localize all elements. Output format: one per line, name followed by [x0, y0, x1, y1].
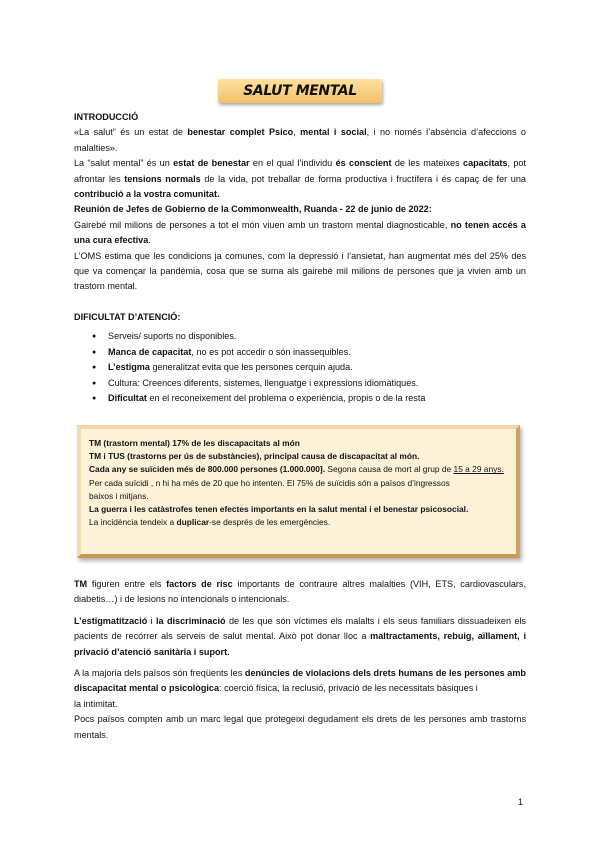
- difficulty-list: [74, 329, 526, 406]
- intro-section: [74, 110, 526, 406]
- list-item: ● Cultura: Creences diferents, sistemes, llenguatge i expressions idiomàtiques.: [94, 376, 526, 391]
- intro-paragraph-5: L’OMS estima que les condicions ja comunes, com la depressió i l’ansietat, han augmentat més del 25% des que va començar la pandèmia, cosa que se suma als gairebé mil milions de persones que ja vivien amb un trastorn mental.: [74, 250, 526, 292]
- list-item: ● Dificultat en el reconeixement del problema o experiència, propis o de la resta: [94, 391, 526, 406]
- legal-paragraph: Pocs països compten amb un marc legal que protegeixi degudament els drets de les persones amb trastorns mentals.: [74, 714, 526, 740]
- stigma-paragraph: L’estigmatització i la discriminació de les que són víctimes els malalts i els seus familiars dissuadeixen els pacients de recórrer als serveis de salut mental. Això pot donar lloc a maltractaments, rebuig, aïllament, i privació d’atenció sanitària i suport.: [74, 615, 526, 657]
- intro-heading: INTRODUCCIÓ: [74, 112, 139, 122]
- title-banner: [218, 79, 382, 103]
- page-number: 1: [518, 797, 524, 807]
- fact-line: baixos i mitjans.: [89, 490, 149, 501]
- fact-line: La incidència tendeix a duplicar-se després de les emergències.: [89, 517, 331, 528]
- intro-paragraph-4: Gairebé mil milions de persones a tot el món viuen amb un trastorn mental diagnosticable, no tenen accés a una cura efectiva.: [74, 219, 526, 246]
- rights-paragraph-end: la intimitat.: [74, 698, 118, 709]
- list-item: ● L’estigma generalitzat evita que les persones cerquin ajuda.: [94, 360, 526, 375]
- risk-paragraph: TM figuren entre els factors de risc importants de contraure altres malalties (VIH, ETS, cardiovasculars, diabetis…) i de lesions no intencionals o intencionals.: [74, 579, 526, 605]
- fact-line: TM i TUS (trastorns per ús de substàncies), principal causa de discapacitat al món.: [89, 451, 420, 462]
- meeting-line: Reunión de Jefes de Gobierno de la Commonwealth, Ruanda - 22 de junio de 2022:: [74, 204, 432, 215]
- facts-box: [77, 425, 520, 558]
- list-item: ● Serveis/ suports no disponibles.: [94, 329, 526, 344]
- body-section: [74, 577, 526, 743]
- page-title: SALUT MENTAL: [243, 83, 357, 99]
- facts-box-content: [89, 437, 514, 529]
- fact-line: La guerra i les catàstrofes tenen efectes importants en la salut mental i el benestar psicosocial.: [89, 504, 469, 515]
- fact-line: TM (trastorn mental) 17% de les discapacitats al món: [89, 438, 300, 448]
- fact-line: Cada any se suïciden més de 800.000 persones (1.000.000]. Segona causa de mort al grup de 15 a 29 anys.: [89, 464, 504, 475]
- intro-paragraph-2: La “salut mental” és un estat de benestar en el qual l’individu és conscient de les mateixes capacitats, pot afrontar les tensions normals de la vida, pot treballar de forma productiva i fructífera i és capaç de fer una contribució a la vostra comunitat.: [74, 158, 527, 200]
- difficulty-heading: DIFICULTAT D’ATENCIÓ:: [74, 311, 181, 322]
- fact-line: Per cada suïcidi , n hi ha més de 20 que ho intenten. El 75% de suïcidis són a països d’ingressos: [89, 477, 450, 488]
- rights-paragraph: A la majoria dels països són freqüents les denúncies de violacions dels drets humans de les persones amb discapacitat mental o psicològica: coerció física, la reclusió, privació de les necessitats bàsiques i: [74, 668, 526, 694]
- list-item: ● Manca de capacitat, no es pot accedir o són inassequibles.: [94, 345, 526, 360]
- intro-paragraph-1: «La salut” és un estat de benestar complet Psico, mental i social, i no només l’absència d’afeccions o malalties».: [74, 127, 526, 153]
